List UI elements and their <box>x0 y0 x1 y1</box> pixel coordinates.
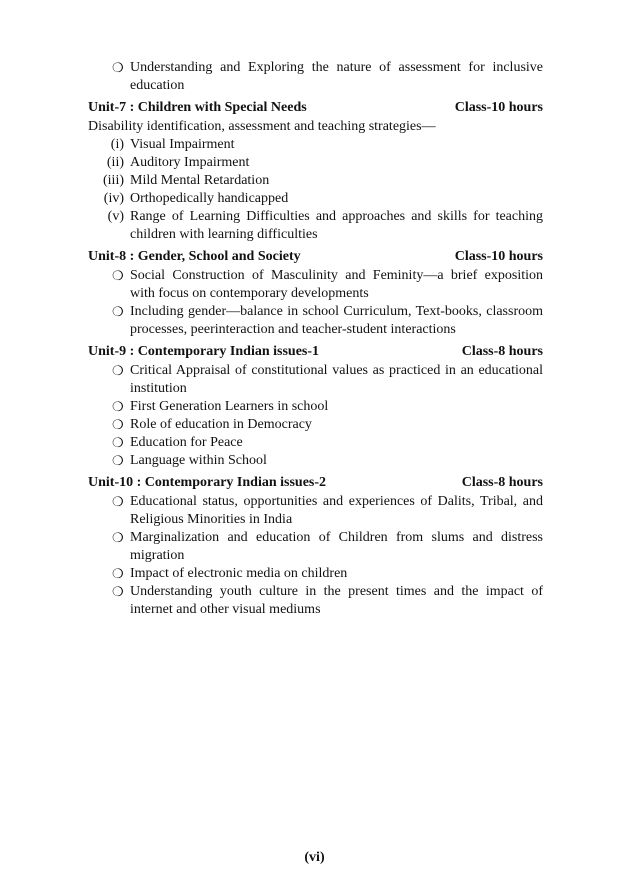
list-item: ❍ Language within School <box>112 453 267 468</box>
unit-heading <box>88 343 543 361</box>
list-item: (i) Visual Impairment <box>110 137 235 152</box>
unit-title: Unit-8 : Gender, School and Society <box>88 249 301 264</box>
bullet-icon: ❍ <box>112 60 124 75</box>
list-item: ❍ First Generation Learners in school <box>112 399 329 414</box>
unit-title: Unit-9 : Contemporary Indian issues-1 <box>88 344 320 359</box>
bullet-icon: ❍ <box>112 304 124 319</box>
bullet-icon: ❍ <box>112 268 124 283</box>
list-item: ❍ Education for Peace <box>112 435 243 450</box>
bullet-icon: ❍ <box>112 417 124 432</box>
bullet-icon: ❍ <box>112 453 124 468</box>
bullet-icon: ❍ <box>112 399 124 414</box>
bullet-icon: ❍ <box>112 494 124 509</box>
list-item: ❍ Role of education in Democracy <box>112 417 312 432</box>
list-item: ❍ Including gender—balance in school Curriculum, Text-books, classroom processes, peerinteraction and teacher-student interactions <box>112 304 543 337</box>
list-item: (iii) Mild Mental Retardation <box>103 173 270 188</box>
list-item: ❍ Marginalization and education of Children from slums and distress migration <box>112 530 543 563</box>
bullet-icon: ❍ <box>112 530 124 545</box>
bullet-icon: ❍ <box>112 363 124 378</box>
page-number: (vi) <box>304 850 325 865</box>
bullet-icon: ❍ <box>112 435 124 450</box>
unit-hours: Class-10 hours <box>454 100 543 115</box>
unit-heading <box>88 474 543 492</box>
unit-intro: Disability identification, assessment and teaching strategies— <box>88 119 436 134</box>
list-item: ❍ Social Construction of Masculinity and Feminity—a brief exposition with focus on contemporary developments <box>112 268 543 301</box>
document-page <box>88 59 543 619</box>
unit-hours: Class-10 hours <box>454 249 543 264</box>
list-item: ❍ Educational status, opportunities and experiences of Dalits, Tribal, and Religious Minorities in India <box>112 494 543 527</box>
unit-hours: Class-8 hours <box>461 344 543 359</box>
unit-heading <box>88 99 543 117</box>
bullet-icon: ❍ <box>112 584 124 599</box>
list-item: ❍ Understanding youth culture in the present times and the impact of internet and other visual mediums <box>112 584 543 617</box>
list-item: ❍ Critical Appraisal of constitutional values as practiced in an educational institution <box>112 363 543 396</box>
unit-title: Unit-7 : Children with Special Needs <box>88 100 307 115</box>
list-item: ❍ Impact of electronic media on children <box>112 566 348 581</box>
list-item: (iv) Orthopedically handicapped <box>103 191 289 206</box>
bullet-icon: ❍ <box>112 566 124 581</box>
list-item: ❍ Understanding and Exploring the nature of assessment for inclusive education <box>112 60 543 93</box>
unit-hours: Class-8 hours <box>461 475 543 490</box>
unit-heading <box>88 248 543 266</box>
list-item: (ii) Auditory Impairment <box>106 155 250 170</box>
list-item: (v) Range of Learning Difficulties and approaches and skills for teaching children with learning difficulties <box>107 209 543 242</box>
unit-title: Unit-10 : Contemporary Indian issues-2 <box>88 475 327 490</box>
